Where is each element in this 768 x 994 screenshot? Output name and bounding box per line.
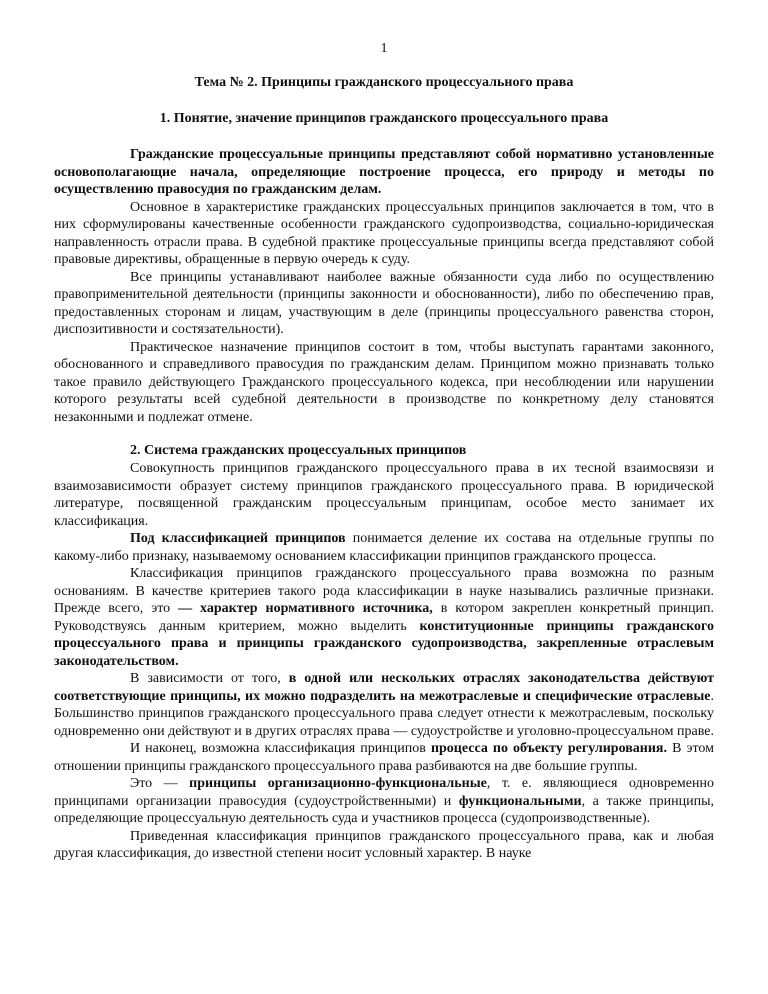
- s2-p6-d: функциональными: [458, 793, 582, 809]
- s1-paragraph-3: Все принципы устанавливают наиболее важные обязанности суда либо по осуществлению правоприменительной деятельности (принципы законности и обоснованности), либо по обеспечению прав, предоставленных сторонам и лицам, участвующим в деле (принципы процессуального равенства сторон, диспозитивности и состязательности).: [54, 269, 714, 337]
- s2-p3-a: Классификация принципов гражданского процессуального права возможна по разным основаниям. В качестве критериев такого рода классификации в науке назывались различные признаки. Прежде всего, это: [54, 566, 714, 616]
- document-title: Тема № 2. Принципы гражданского процессуального права: [194, 75, 574, 90]
- s2-paragraph-4: [54, 670, 714, 740]
- s2-p3-d: конституционные принципы гражданского процессуального права и принципы гражданского судопроизводства, закрепленные отраслевым законодательством.: [54, 618, 714, 669]
- section-1-title: 1. Понятие, значение принципов гражданского процессуального права: [159, 111, 609, 126]
- s2-p5-b: процесса по объекту регулирования.: [430, 741, 668, 756]
- page-number: 1: [380, 41, 388, 56]
- s2-p4-c: . Большинство принципов гражданского процессуального права следует отнести к межотраслевым, поскольку одновременно они действуют и в других отраслях права — судоустройстве и уголовно-процессуальном праве.: [54, 688, 714, 739]
- s2-p2-bold: Под классификацией принципов: [130, 531, 346, 546]
- s2-p5-c: В этом отношении принципы гражданского процессуального права разбиваются на две большие группы.: [54, 741, 715, 774]
- section-2-title: 2. Система гражданских процессуальных принципов: [130, 443, 467, 458]
- s1-paragraph-4: Практическое назначение принципов состоит в том, чтобы выступать гарантами законного, обоснованного и справедливого правосудия по гражданским делам. Принципом можно признавать только такое правило действующего Гражданского процессуального кодекса, при несоблюдении или нарушении которого результаты всей судебной деятельности в производстве по конкретному делу становятся незаконными и подлежат отмене.: [54, 339, 714, 425]
- s2-paragraph-1: Совокупность принципов гражданского процессуального права в их тесной взаимосвязи и взаимозависимости образует систему принципов гражданского процессуального права. В юридической литературе, посвященной гражданским процессуальным принципам, особое место занимает их классификация.: [54, 461, 714, 529]
- s2-paragraph-7: Приведенная классификация принципов гражданского процессуального права, как и любая другая классификация, до известной степени носит условный характер. В науке: [54, 828, 714, 861]
- s2-paragraph-3: [54, 565, 714, 670]
- s2-p2-rest: понимается деление их состава на отдельные группы по какому-либо признаку, называемому основанием классификации принципов гражданского процесса.: [54, 531, 714, 564]
- s1-paragraph-1: [54, 146, 714, 199]
- s1-paragraph-2: Основное в характеристике гражданских процессуальных принципов заключается в том, что в них сформулированы качественные особенности гражданского судопроизводства, социально-юридическая направленность отрасли права. В судебной практике процессуальные принципы всегда представляют собой правовые директивы, обращенные в первую очередь к суду.: [54, 199, 714, 267]
- s2-p4-b: в одной или нескольких отраслях законодательства действуют соответствующие принципы, их можно подразделить на межотраслевые и специфические отраслевые: [54, 671, 714, 704]
- s2-p4-a: В зависимости от того,: [130, 671, 289, 686]
- s2-p3-c: в котором закреплен конкретный принцип. Руководствуясь данным критерием, можно выделить: [54, 601, 714, 634]
- s2-p3-b: — характер нормативного источника,: [178, 601, 433, 616]
- s2-p6-b: принципы организационно-функциональные: [189, 776, 487, 791]
- s2-p6-c: , т. е. являющиеся одновременно принципами организации правосудия (судоустройственными) и: [54, 776, 714, 809]
- s2-p6-a: Это —: [130, 776, 190, 791]
- s2-p5-a: И наконец, возможна классификация принципов: [130, 741, 431, 756]
- s2-p6-e: , а также принципы, определяющие процессуальную деятельность суда и участников процесса (судопроизводственные).: [54, 793, 714, 826]
- s2-paragraph-6: [54, 775, 714, 828]
- s1-p1-text: Гражданские процессуальные принципы представляют собой нормативно установленные основополагающие начала, определяющие построение процесса, его природу и методы по осуществлению правосудия по гражданским делам.: [54, 147, 714, 197]
- s2-paragraph-2: [54, 530, 714, 565]
- s2-paragraph-5: [54, 740, 714, 775]
